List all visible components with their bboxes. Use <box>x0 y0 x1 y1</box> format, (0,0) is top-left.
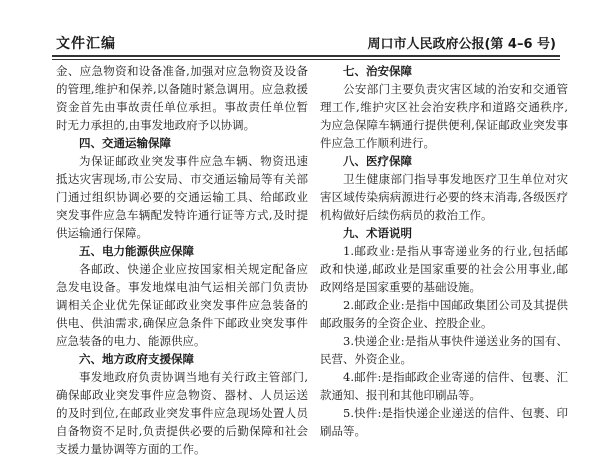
heading-local-gov: 六、地方政府支援保障 <box>79 352 194 366</box>
paragraph-local-gov: 事发地政府负责协调当地有关行政主管部门,确保邮政业突发事件应急物资、器材、人员运送的及时到位,在邮政业突发事件应急现场处置人员自备物资不足时,负责提供必要的后勤保障和社会支援力量协调等方面的工作。 <box>56 370 308 456</box>
paragraph-power: 各邮政、快递企业应按国家相关规定配备应急发电设备。事发地煤电油气运相关部门负责协调相关企业优先保证邮政业突发事件应急装备的供电、供油需求,确保应急条件下邮政业突发事件应急装备的电力、能源供应。 <box>56 262 308 348</box>
header-rule-thick <box>52 55 560 57</box>
term-postal-industry: 1.邮政业:是指从事寄递业务的行业,包括邮政和快递,邮政业是国家重要的社会公用事业,邮政网络是国家重要的基础设施。 <box>320 244 568 294</box>
term-express-item: 5.快件:是指快递企业递送的信件、包裹、印刷品等。 <box>320 406 568 438</box>
header-rule-thin <box>52 59 560 60</box>
heading-terms: 九、术语说明 <box>343 226 412 240</box>
term-express-enterprise: 3.快递企业:是指从事快件递送业务的国有、民营、外资企业。 <box>320 334 568 366</box>
paragraph-medical: 卫生健康部门指导事发地医疗卫生单位对灾害区域传染病病源进行必要的终末消毒,各级医疗机构做好后续伤病员的救治工作。 <box>320 172 568 222</box>
paragraph-security: 公安部门主要负责灾害区域的治安和交通管理工作,维护灾区社会治安秩序和道路交通秩序,为应急保障车辆通行提供便利,保证邮政业突发事件应急工作顺利进行。 <box>320 82 568 150</box>
paragraph-transport: 为保证邮政业突发事件应急车辆、物资迅速抵达灾害现场,市公安局、市交通运输局等有关部门通过组织协调必要的交通运输工具、给邮政业突发事件应急车辆配发特许通行证等方式,及时提供运输通行保障。 <box>56 154 308 240</box>
page-header <box>0 0 612 58</box>
heading-medical: 八、医疗保障 <box>343 154 412 168</box>
right-column <box>320 62 568 440</box>
paragraph-continued: 金、应急物资和设备准备,加强对应急物资及设备的管理,维护和保养,以备随时紧急调用。应急救援资金首先由事故责任单位承担。事故责任单位暂时无力承担的,由事发地政府予以协调。 <box>56 64 308 132</box>
left-column <box>56 62 308 458</box>
heading-transport: 四、交通运输保障 <box>79 136 171 150</box>
term-postal-enterprise: 2.邮政企业:是指中国邮政集团公司及其提供邮政服务的全资企业、控股企业。 <box>320 298 568 330</box>
heading-security: 七、治安保障 <box>343 64 412 78</box>
publication-title: 周口市人民政府公报(第 4–6 号) <box>367 37 556 52</box>
heading-power: 五、电力能源供应保障 <box>79 244 194 258</box>
term-mail: 4.邮件:是指邮政企业寄递的信件、包裹、汇款通知、报刊和其他印刷品等。 <box>320 370 568 402</box>
section-title: 文件汇编 <box>56 36 116 52</box>
